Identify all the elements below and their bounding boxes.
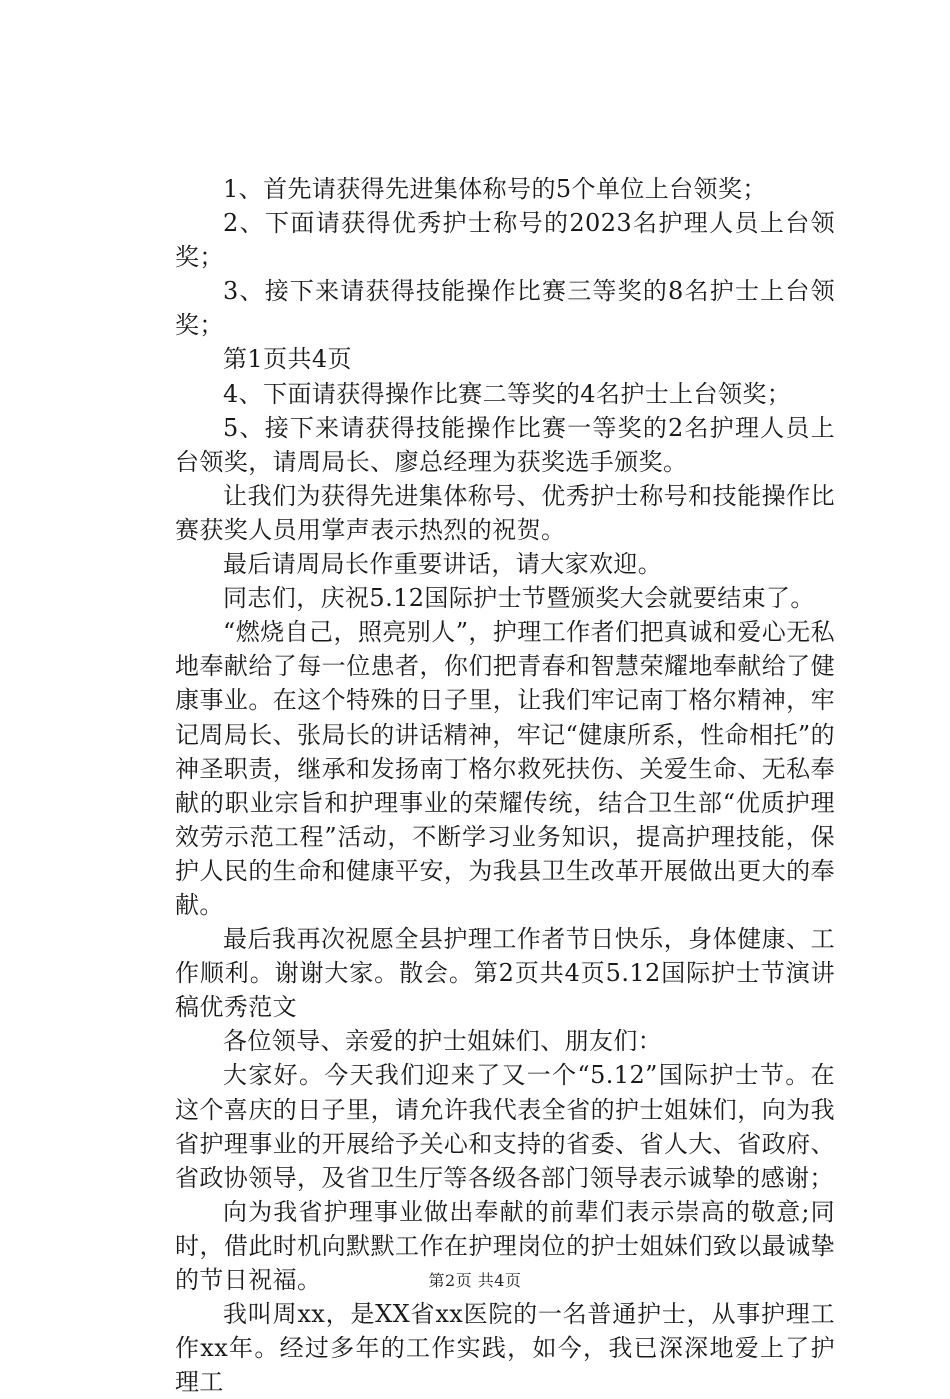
paragraph-final-wishes: 最后我再次祝愿全县护理工作者节日快乐，身体健康、工作顺利。谢谢大家。散会。第2页共4页5.12国际护士节演讲稿优秀范文 [175, 925, 835, 1022]
paragraph-award-item-4: 4、下面请获得操作比赛二等奖的4名护士上台领奖； [223, 379, 792, 408]
paragraph-speech-invite: 最后请周局长作重要讲话，请大家欢迎。 [223, 550, 663, 579]
paragraph-self-intro: 我叫周xx，是XX省xx医院的一名普通护士，从事护理工作xx年。经过多年的工作实践，如今，我已深深地爱上了护理工 [175, 1300, 835, 1397]
paragraph-award-item-2: 2、下面请获得优秀护士称号的2023名护理人员上台领奖； [175, 209, 835, 272]
page-footer: 第2页 共4页 [428, 1271, 522, 1290]
paragraph-closing-announcement: 同志们，庆祝5.12国际护士节暨颁奖大会就要结束了。 [223, 584, 815, 613]
document-body [175, 172, 835, 1399]
paragraph-greeting-thanks: 大家好。今天我们迎来了又一个“5.12”国际护士节。在这个喜庆的日子里，请允许我代表全省的护士姐妹们，向为我省护理事业的开展给予关心和支持的省委、省人大、省政府、省政协领导，及省卫生厅等各级各部门领导表示诚挚的感谢； [175, 1061, 835, 1192]
paragraph-tribute: “燃烧自己，照亮别人”，护理工作者们把真诚和爱心无私地奉献给了每一位患者，你们把青春和智慧荣耀地奉献给了健康事业。在这个特殊的日子里，让我们牢记南丁格尔精神，牢记周局长、张局长的讲话精神，牢记“健康所系，性命相托”的神圣职责，继承和发扬南丁格尔救死扶伤、关爱生命、无私奉献的职业宗旨和护理事业的荣耀传统，结合卫生部“优质护理效劳示范工程”活动，不断学习业务知识，提高护理技能，保护人民的生命和健康平安，为我县卫生改革开展做出更大的奉献。 [175, 618, 835, 919]
paragraph-salutation: 各位领导、亲爱的护士姐妹们、朋友们： [223, 1027, 663, 1056]
paragraph-award-item-5: 5、接下来请获得技能操作比赛一等奖的2名护理人员上台领奖，请周局长、廖总经理为获奖选手颁奖。 [175, 413, 835, 476]
paragraph-congratulations: 让我们为获得先进集体称号、优秀护士称号和技能操作比赛获奖人员用掌声表示热烈的祝贺。 [175, 481, 835, 544]
paragraph-award-item-3: 3、接下来请获得技能操作比赛三等奖的8名护士上台领奖； [175, 277, 835, 340]
inline-page-marker: 第1页共4页 [223, 345, 352, 374]
paragraph-award-item-1: 1、首先请获得先进集体称号的5个单位上台领奖； [223, 175, 767, 203]
paragraph-respect: 向为我省护理事业做出奉献的前辈们表示崇高的敬意;同时，借此时机向默默工作在护理岗位的护士姐妹们致以最诚挚的节日祝福。 [175, 1197, 835, 1294]
